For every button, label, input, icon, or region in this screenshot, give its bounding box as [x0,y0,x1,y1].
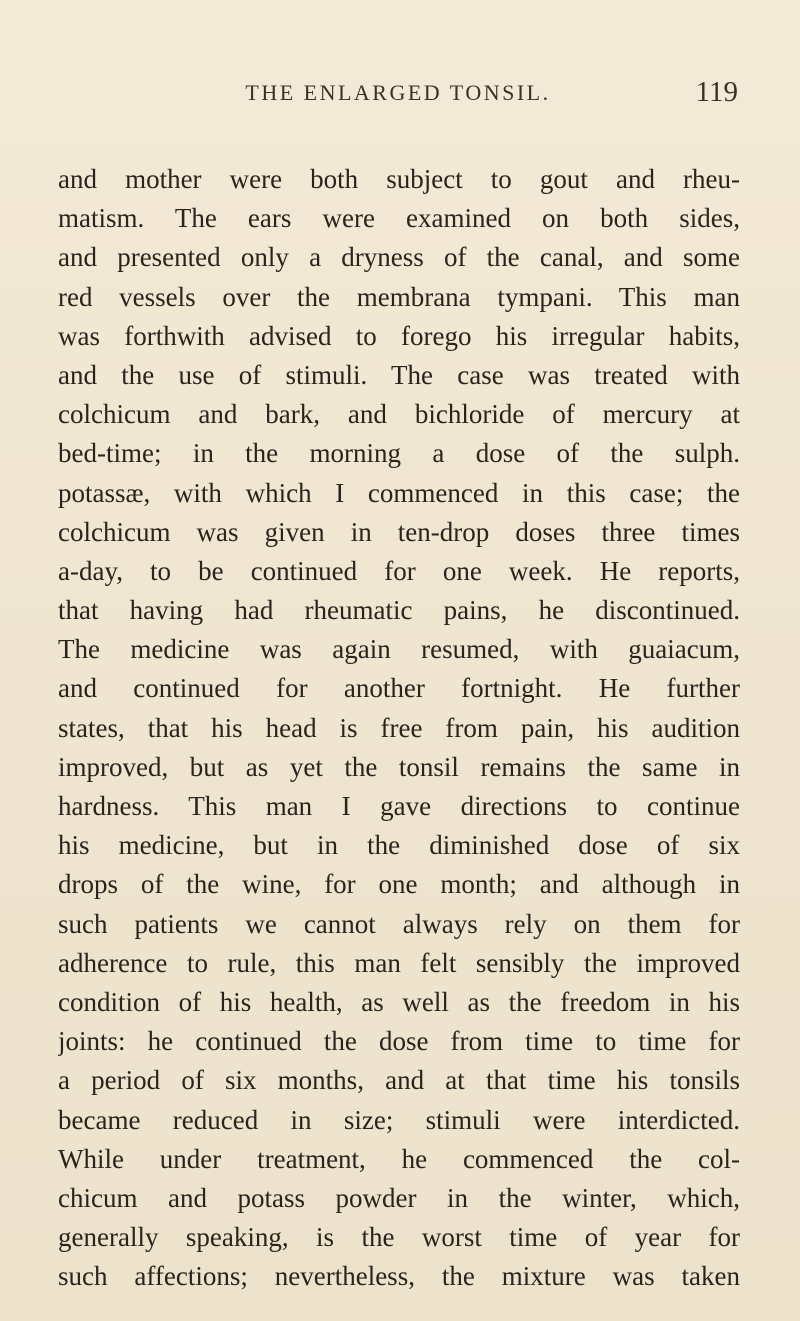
text-line: his medicine, but in the diminished dose of six [58,830,740,861]
text-line: that having had rheumatic pains, he discontinued. [58,595,740,626]
text-line: While under treatment, he commenced the col- [58,1143,740,1174]
text-line: potassæ, with which I commenced in this case; the [58,477,740,508]
text-line: condition of his health, as well as the freedom in his [58,986,740,1017]
text-line: joints: he continued the dose from time to time for [58,1026,740,1057]
text-line: states, that his head is free from pain, his audition [58,712,740,743]
text-line: such affections; nevertheless, the mixture was taken [58,1261,740,1292]
text-line: improved, but as yet the tonsil remains the same in [58,751,740,782]
text-line: and continued for another fortnight. He further [58,673,740,704]
text-line: bed-time; in the morning a dose of the sulph. [58,438,740,469]
text-line: a-day, to be continued for one week. He reports, [58,555,740,586]
text-line: such patients we cannot always rely on them for [58,908,740,939]
text-line: was forthwith advised to forego his irregular habits, [58,320,740,351]
text-line: colchicum was given in ten-drop doses three times [58,516,740,547]
text-line: and mother were both subject to gout and rheu- [58,164,740,194]
text-line: adherence to rule, this man felt sensibly the improved [58,947,740,978]
text-line: The medicine was again resumed, with guaiacum, [58,634,740,665]
text-line: hardness. This man I gave directions to continue [58,791,740,821]
text-line: matism. The ears were examined on both sides, [58,203,740,234]
text-line: and presented only a dryness of the canal, and some [58,242,740,273]
running-title: THE ENLARGED TONSIL. [245,80,551,105]
page-number: 119 [695,76,738,108]
text-line: a period of six months, and at that time his tonsils [58,1065,740,1096]
body-text [58,160,740,1296]
running-header [58,76,738,116]
text-line: generally speaking, is the worst time of year for [58,1222,740,1253]
text-line: red vessels over the membrana tympani. This man [58,281,740,312]
text-line: colchicum and bark, and bichloride of mercury at [58,399,740,430]
text-line: became reduced in size; stimuli were interdicted. [58,1104,740,1135]
text-line: and the use of stimuli. The case was treated with [58,359,740,390]
text-line: drops of the wine, for one month; and although in [58,869,740,900]
text-line: chicum and potass powder in the winter, which, [58,1182,740,1213]
